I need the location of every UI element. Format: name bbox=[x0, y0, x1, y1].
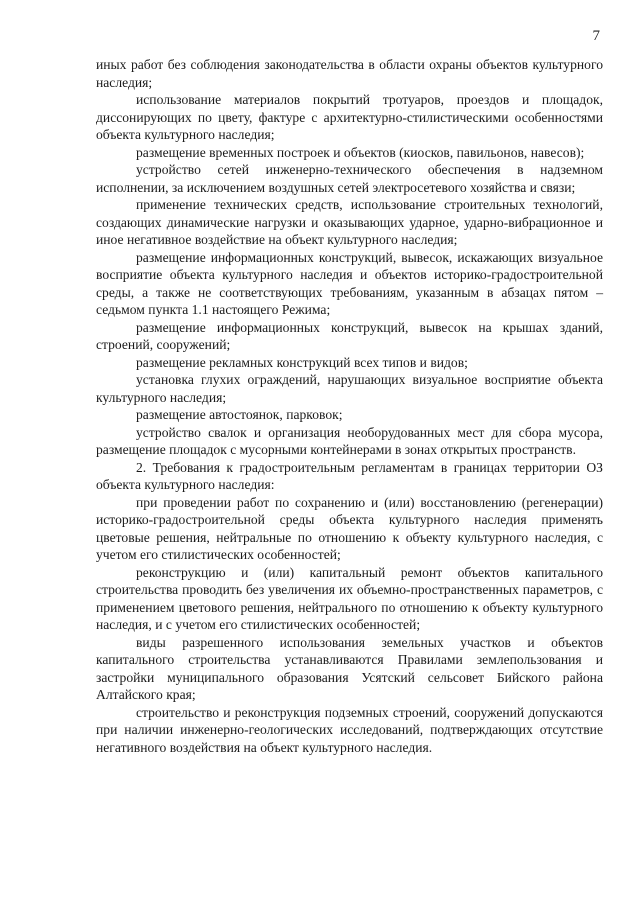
paragraph-continuation: иных работ без соблюдения законодательства в области охраны объектов культурного наследия; bbox=[96, 57, 603, 90]
paragraph-paving-materials: использование материалов покрытий тротуаров, проездов и площадок, диссонирующих по цвету, фактуре с архитектурно-стилистическими особенностями объекта культурного наследия; bbox=[96, 92, 603, 142]
paragraph-land-use: виды разрешенного использования земельных участков и объектов капитального строительства устанавливаются Правилами землепользования и застройки муниципального образования Усятский сельсовет Бийского района Алтайского края; bbox=[96, 634, 603, 702]
page-number: 7 bbox=[592, 28, 600, 44]
paragraph-technical-means: применение технических средств, использование строительных технологий, создающих динамические нагрузки и оказывающих ударное, ударно-вибрационное и иное негативное воздействие на объект культурного наследия; bbox=[96, 197, 603, 247]
paragraph-solid-fences: установка глухих ограждений, нарушающих визуальное восприятие объекта культурного наследия; bbox=[96, 372, 603, 405]
paragraph-color-solutions: при проведении работ по сохранению и (или) восстановлению (регенерации) историко-градостроительной среды объекта культурного наследия применять цветовые решения, нейтральные по отношению к объекту культурного наследия, с учетом его стилистических особенностей; bbox=[96, 494, 603, 562]
paragraph-utility-networks: устройство сетей инженерно-технического обеспечения в надземном исполнении, за исключением воздушных сетей электросетевого хозяйства и связи; bbox=[96, 162, 603, 195]
paragraph-waste-sites: устройство свалок и организация необорудованных мест для сбора мусора, размещение площадок с мусорными контейнерами в зонах открытых пространств. bbox=[96, 424, 603, 457]
paragraph-advertising: размещение рекламных конструкций всех типов и видов; bbox=[136, 354, 468, 370]
paragraph-information-structures: размещение информационных конструкций, вывесок, искажающих визуальное восприятие объекта культурного наследия и объектов историко-градостроительной среды, а также не соответствующих требованиям, указанным в абзацах пятом – седьмом пункта 1.1 настоящего Режима; bbox=[96, 249, 603, 317]
paragraph-roof-signs: размещение информационных конструкций, вывесок на крышах зданий, строений, сооружений; bbox=[96, 319, 603, 352]
paragraph-temporary-structures: размещение временных построек и объектов (киосков, павильонов, навесов); bbox=[136, 144, 585, 160]
document-body bbox=[96, 56, 603, 756]
paragraph-reconstruction: реконструкцию и (или) капитальный ремонт объектов капитального строительства проводить без увеличения их объемно-пространственных параметров, с применением цветового решения, нейтрального по отношению к объекту культурного наследия, и с учетом его стилистических особенностей; bbox=[96, 564, 603, 632]
paragraph-section-2-heading: 2. Требования к градостроительным регламентам в границах территории ОЗ объекта культурного наследия: bbox=[96, 459, 603, 492]
paragraph-parking: размещение автостоянок, парковок; bbox=[136, 407, 343, 422]
paragraph-underground-construction: строительство и реконструкция подземных строений, сооружений допускаются при наличии инженерно-геологических исследований, подтверждающих отсутствие негативного воздействия на объект культурного наследия. bbox=[96, 704, 603, 755]
